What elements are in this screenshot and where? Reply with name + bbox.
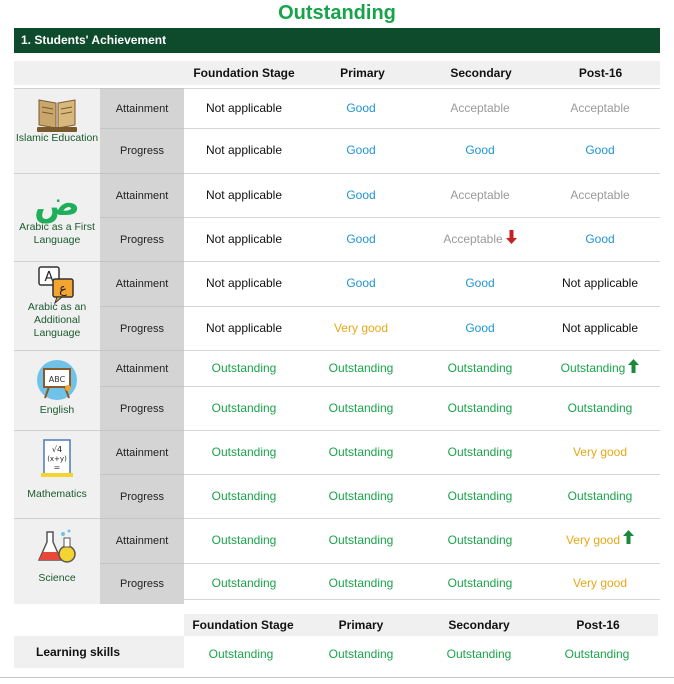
column-header-primary: Primary xyxy=(340,66,385,80)
attainment-grade-cell xyxy=(541,518,659,563)
grade-text: Not applicable xyxy=(205,276,283,290)
attainment-grade-cell xyxy=(304,518,418,563)
grade-text: Outstanding xyxy=(211,489,277,503)
column-header-foundation: Foundation Stage xyxy=(193,66,295,80)
progress-label: Progress xyxy=(100,474,184,518)
ls-header-foundation: Foundation Stage xyxy=(192,618,294,632)
attainment-grade-cell xyxy=(184,261,304,306)
grade-text: Outstanding xyxy=(328,361,394,375)
easel-icon xyxy=(35,358,79,402)
grade-text: Outstanding xyxy=(447,445,513,459)
grade-text: Outstanding xyxy=(447,533,513,547)
grade-text: Outstanding xyxy=(567,489,633,503)
grade-text: Good xyxy=(346,101,376,115)
column-header-post16: Post-16 xyxy=(578,66,623,80)
grade-text: Not applicable xyxy=(205,232,283,246)
grade-text: Very good xyxy=(333,321,389,335)
grade-text: Not applicable xyxy=(205,101,283,115)
attainment-grade-cell xyxy=(421,88,539,128)
progress-grade-cell xyxy=(541,128,659,173)
svg-text:(x+y): (x+y) xyxy=(47,455,67,463)
grade-text: Good xyxy=(346,143,376,157)
progress-grade-cell xyxy=(184,386,304,430)
attainment-grade-cell xyxy=(541,173,659,217)
attainment-label: Attainment xyxy=(100,430,184,474)
attainment-grade-cell xyxy=(184,350,304,386)
arrow-up-icon xyxy=(628,351,639,387)
progress-label: Progress xyxy=(100,128,184,173)
grade-text: Outstanding xyxy=(447,401,513,415)
progress-grade-cell xyxy=(541,386,659,430)
grade-text: Good xyxy=(346,276,376,290)
subject-cell xyxy=(14,173,100,261)
progress-grade-cell xyxy=(421,386,539,430)
bottom-rule xyxy=(0,677,674,678)
grade-text: Acceptable xyxy=(443,232,503,246)
attainment-label: Attainment xyxy=(100,173,184,217)
grade-text: Not applicable xyxy=(561,321,639,335)
progress-grade-cell xyxy=(184,563,304,604)
attainment-grade-cell xyxy=(541,88,659,128)
progress-label: Progress xyxy=(100,563,184,604)
progress-grade-cell xyxy=(421,563,539,604)
grade-text: Acceptable xyxy=(450,188,510,202)
grade-text: Outstanding xyxy=(447,361,513,375)
grade-text: Not applicable xyxy=(205,188,283,202)
arrow-down-icon xyxy=(506,218,517,262)
grade-text: Good xyxy=(465,276,495,290)
attainment-grade-cell xyxy=(304,350,418,386)
grade-text: Acceptable xyxy=(570,188,630,202)
grade-text: Good xyxy=(585,232,615,246)
svg-text:√4: √4 xyxy=(51,445,63,454)
attainment-grade-cell xyxy=(421,173,539,217)
grade-text: Not applicable xyxy=(205,143,283,157)
grade-text: Outstanding xyxy=(211,361,277,375)
subject-cell xyxy=(14,350,100,430)
grade-text: Very good xyxy=(565,533,621,547)
grade-text: Outstanding xyxy=(328,576,394,590)
progress-grade-cell xyxy=(304,306,418,350)
progress-grade-cell xyxy=(184,474,304,518)
progress-grade-cell xyxy=(541,474,659,518)
progress-label: Progress xyxy=(100,217,184,261)
grade-text: Not applicable xyxy=(561,276,639,290)
progress-grade-cell xyxy=(304,128,418,173)
grade-text: Outstanding xyxy=(328,445,394,459)
subject-name: Islamic Education xyxy=(15,132,99,144)
progress-label: Progress xyxy=(100,306,184,350)
attainment-grade-cell xyxy=(184,173,304,217)
progress-label: Progress xyxy=(100,386,184,430)
grade-text: Outstanding xyxy=(328,489,394,503)
attainment-label: Attainment xyxy=(100,261,184,306)
progress-grade-cell xyxy=(541,306,659,350)
section-header: 1. Students' Achievement xyxy=(14,28,660,53)
ls-header-primary: Primary xyxy=(338,618,384,632)
svg-text:ع: ع xyxy=(59,282,67,297)
attainment-label: Attainment xyxy=(100,88,184,128)
svg-text:ABC: ABC xyxy=(48,375,66,384)
ls-header-secondary: Secondary xyxy=(448,618,510,632)
subject-cell xyxy=(14,88,100,173)
subject-name: Science xyxy=(38,572,76,584)
attainment-grade-cell xyxy=(421,261,539,306)
grade-text: Outstanding xyxy=(211,576,277,590)
grade-text: Good xyxy=(465,321,495,335)
progress-grade-cell xyxy=(421,128,539,173)
grade-text: Good xyxy=(465,143,495,157)
progress-grade-cell xyxy=(421,217,539,261)
attainment-label: Attainment xyxy=(100,518,184,563)
grade-text: Outstanding xyxy=(211,445,277,459)
attainment-grade-cell xyxy=(304,430,418,474)
progress-grade-cell xyxy=(304,386,418,430)
math-notepad-icon xyxy=(35,437,79,481)
progress-grade-cell xyxy=(421,306,539,350)
svg-text:=: = xyxy=(53,463,61,472)
ls-value: Outstanding xyxy=(208,647,274,661)
column-header-secondary: Secondary xyxy=(450,66,512,80)
progress-grade-cell xyxy=(184,128,304,173)
attainment-grade-cell xyxy=(541,261,659,306)
attainment-grade-cell xyxy=(184,430,304,474)
page-title: Outstanding xyxy=(278,2,396,24)
arrow-up-icon xyxy=(623,518,634,563)
grade-text: Outstanding xyxy=(567,401,633,415)
subject-name: English xyxy=(39,404,75,416)
grade-text: Acceptable xyxy=(450,101,510,115)
ls-value: Outstanding xyxy=(446,647,512,661)
ls-value: Outstanding xyxy=(564,647,630,661)
subject-name: Arabic as a First Language xyxy=(19,221,95,246)
attainment-grade-cell xyxy=(421,430,539,474)
subject-cell xyxy=(14,261,100,350)
svg-text:ض: ض xyxy=(35,184,79,224)
attainment-grade-cell xyxy=(304,261,418,306)
subject-cell xyxy=(14,518,100,604)
progress-grade-cell xyxy=(304,563,418,604)
attainment-grade-cell xyxy=(421,518,539,563)
svg-text:A: A xyxy=(44,270,54,285)
progress-grade-cell xyxy=(304,217,418,261)
grade-text: Outstanding xyxy=(328,401,394,415)
subject-name: Mathematics xyxy=(27,488,87,500)
attainment-grade-cell xyxy=(304,88,418,128)
flasks-icon xyxy=(35,526,79,570)
grade-text: Not applicable xyxy=(205,321,283,335)
grade-text: Outstanding xyxy=(560,361,626,375)
ls-value: Outstanding xyxy=(328,647,394,661)
arabic-letter-icon xyxy=(35,182,79,226)
subject-cell xyxy=(14,430,100,518)
progress-grade-cell xyxy=(184,217,304,261)
grade-text: Outstanding xyxy=(447,576,513,590)
grade-text: Outstanding xyxy=(211,533,277,547)
attainment-label: Attainment xyxy=(100,350,184,386)
grade-text: Acceptable xyxy=(570,101,630,115)
row-divider xyxy=(184,599,660,600)
grade-text: Good xyxy=(346,188,376,202)
attainment-grade-cell xyxy=(184,518,304,563)
learning-skills-label: Learning skills xyxy=(14,636,184,668)
subject-name: Arabic as an Additional Language xyxy=(27,301,87,339)
grade-text: Outstanding xyxy=(447,489,513,503)
book-icon xyxy=(35,92,79,136)
attainment-grade-cell xyxy=(304,173,418,217)
progress-grade-cell xyxy=(421,474,539,518)
grade-text: Outstanding xyxy=(211,401,277,415)
grade-text: Very good xyxy=(572,445,628,459)
progress-grade-cell xyxy=(184,306,304,350)
grade-text: Good xyxy=(585,143,615,157)
attainment-grade-cell xyxy=(421,350,539,386)
grade-text: Outstanding xyxy=(328,533,394,547)
grade-text: Good xyxy=(346,232,376,246)
ls-header-post16: Post-16 xyxy=(576,618,620,632)
grade-text: Very good xyxy=(572,576,628,590)
progress-grade-cell xyxy=(541,217,659,261)
attainment-grade-cell xyxy=(541,350,659,386)
attainment-grade-cell xyxy=(184,88,304,128)
attainment-grade-cell xyxy=(541,430,659,474)
progress-grade-cell xyxy=(541,563,659,604)
progress-grade-cell xyxy=(304,474,418,518)
